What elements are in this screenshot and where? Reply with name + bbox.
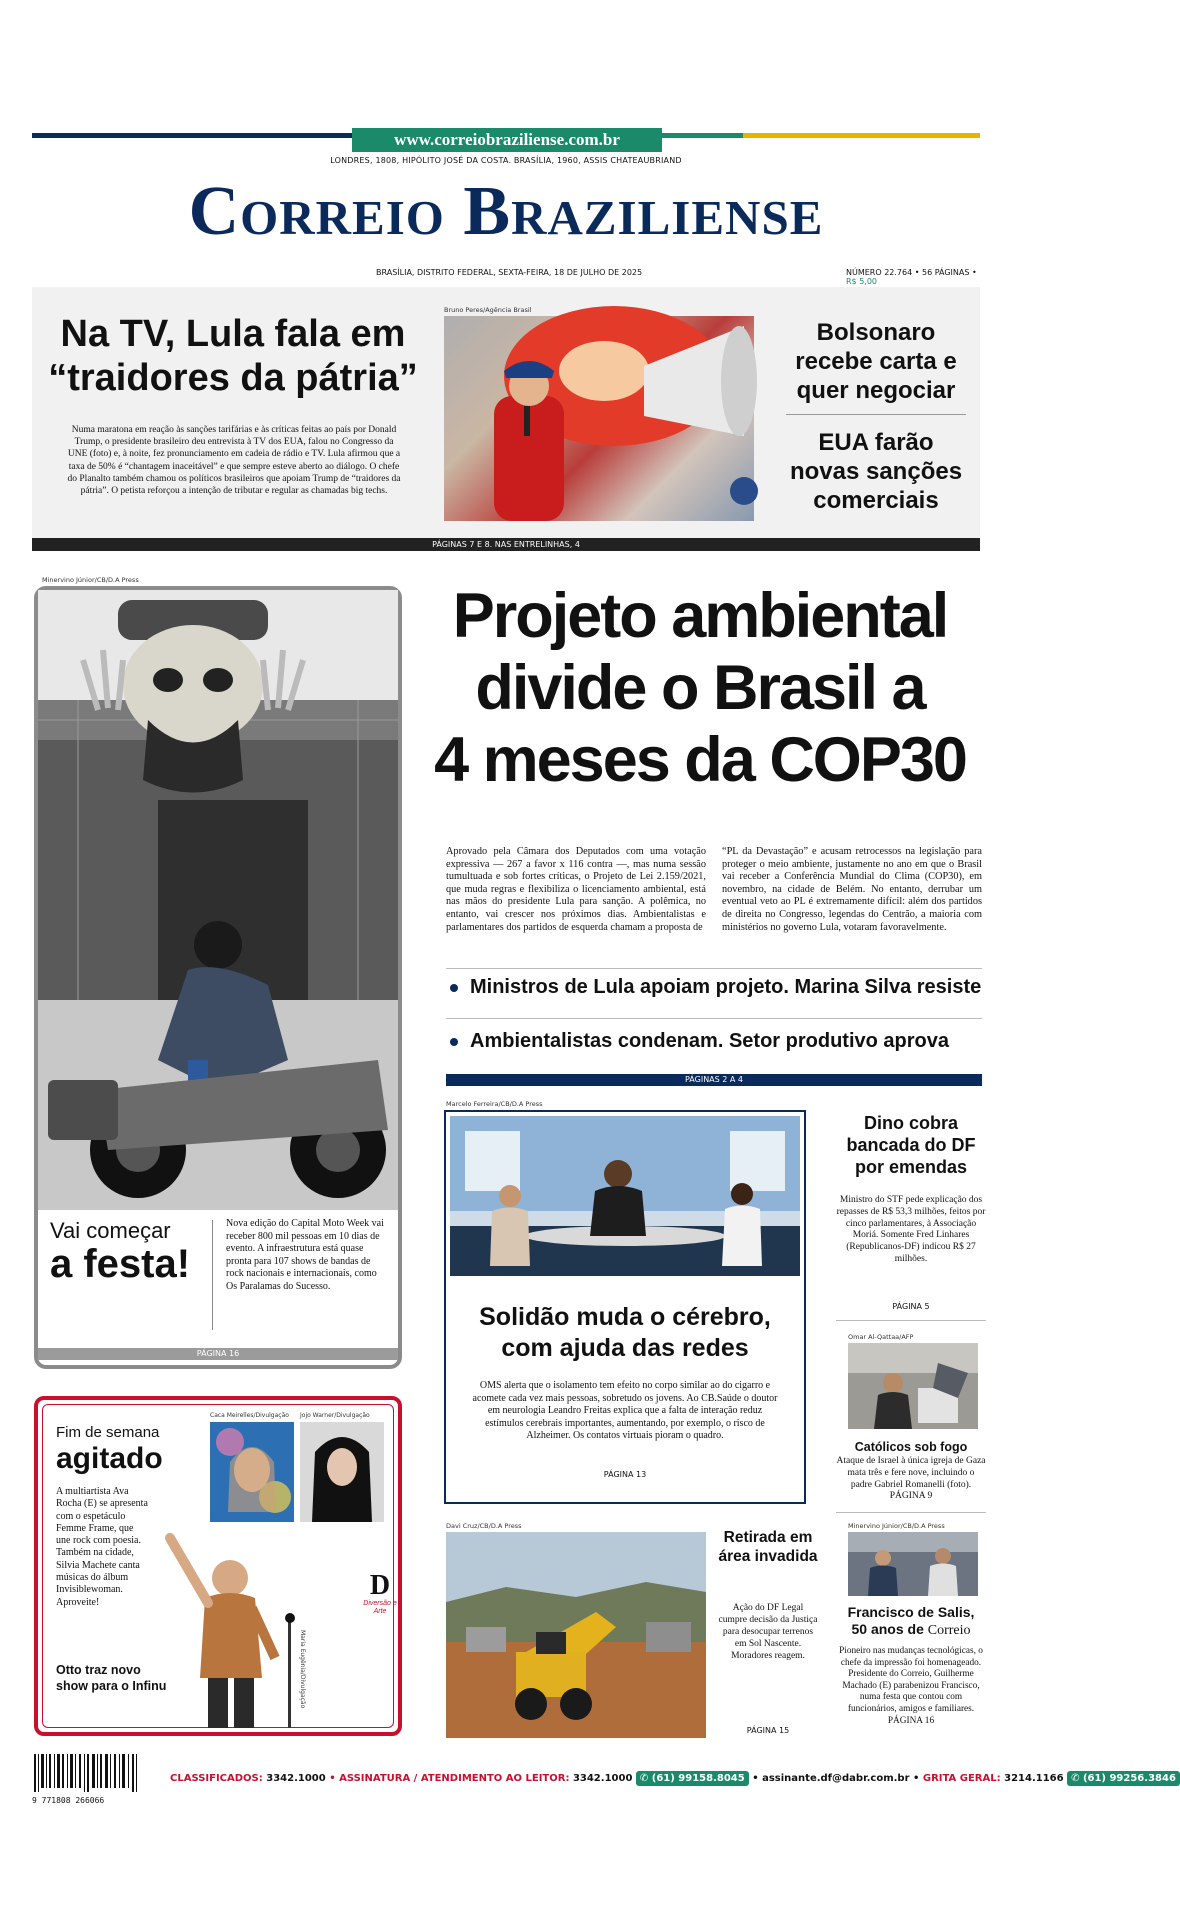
grita-number[interactable]: 3214.1166 — [1004, 1773, 1064, 1784]
solidao-photo-art — [450, 1116, 800, 1276]
retirada-page[interactable]: PÁGINA 15 — [746, 1726, 790, 1735]
fds-credit-3: Maria Eugênia/Divulgação — [299, 1630, 306, 1709]
moto-body: Nova edição do Capital Moto Week vai receber 800 mil pessoas em 10 dias de evento. A infraestrutura está quase pronta para 107 shows de bandas de rock nacionais e internacionais, como Os Paralamas do Sucesso. — [226, 1218, 384, 1292]
whatsapp-number-2: (61) 99256.3846 — [1082, 1773, 1176, 1784]
catolicos-photo-credit: Omar Al-Qattaa/AFP — [848, 1333, 914, 1341]
fds-logo-text: Diversão e Arte — [363, 1600, 397, 1615]
edition-number: NÚMERO 22.764 • 56 PÁGINAS • — [846, 268, 977, 277]
main-pages-bar[interactable]: PÁGINAS 2 A 4 — [446, 1074, 982, 1086]
barcode-bars — [32, 1754, 144, 1792]
classificados-number[interactable]: 3342.1000 — [266, 1773, 326, 1784]
fds-credit-1: Caca Meirelles/Divulgação — [210, 1412, 289, 1419]
salis-headline-line2: 50 anos de — [851, 1621, 924, 1637]
lula-headline[interactable] — [48, 312, 418, 400]
fds-photo-otto-art — [150, 1528, 310, 1728]
fds-headline[interactable]: agitado — [56, 1442, 163, 1475]
solidao-headline-line1: Solidão muda o cérebro, — [479, 1303, 771, 1331]
barcode-number: 9 771808 266066 — [32, 1796, 105, 1805]
salis-headline-brand: Correio — [927, 1623, 971, 1638]
moto-kicker: Vai começar — [50, 1218, 171, 1243]
assinatura-label: • ASSINATURA / ATENDIMENTO AO LEITOR: — [329, 1773, 570, 1784]
lula-photo-art — [444, 316, 754, 521]
main-headline-line2: divide o Brasil a — [475, 653, 925, 723]
lula-photo[interactable] — [444, 316, 754, 521]
solidao-photo-credit: Marcelo Ferreira/CB/D.A Press — [446, 1100, 543, 1108]
lula-headline-line1: Na TV, Lula fala em — [60, 313, 406, 355]
assinatura-number[interactable]: 3342.1000 — [572, 1773, 633, 1784]
main-body-col2: “PL da Devastação” e acusam retrocessos na legislação para proteger o meio ambiente, justamente no ano em que o Brasil vai receber a Conferência Mundial do Clima (COP30), em novembro, na cidade de Belém. No entanto, derrubar um eventual veto ao PL é extremamente difícil: além dos partidos de direita no Congresso, legendas do Centrão, a maioria com ministérios no governo Lula, votaram favoravelmente. — [722, 846, 982, 933]
solidao-photo[interactable] — [450, 1116, 800, 1276]
moto-photo-credit: Minervino Júnior/CB/D.A Press — [42, 576, 139, 584]
whatsapp-icon: ✆ — [1071, 1773, 1080, 1784]
main-headline-line1: Projeto ambiental — [452, 581, 948, 651]
moto-divider — [212, 1220, 213, 1330]
classificados-label: CLASSIFICADOS: — [170, 1773, 263, 1784]
solidao-headline[interactable] — [450, 1302, 800, 1364]
salis-headline-line1: Francisco de Salis, — [847, 1604, 975, 1620]
bullet-item-ministros[interactable] — [450, 976, 986, 999]
masthead[interactable]: Correio Braziliense — [188, 173, 824, 250]
catolicos-divider — [836, 1512, 986, 1513]
bullet-divider-top — [446, 968, 982, 969]
catolicos-body: Ataque de Israel à única igreja de Gaza mata três e fere nove, incluindo o padre Gabriel Romanelli (foto). PÁGINA 9 — [836, 1456, 986, 1502]
founders-line: LONDRES, 1808, HIPÓLITO JOSÉ DA COSTA. BRASÍLIA, 1960, ASSIS CHATEAUBRIAND — [330, 156, 682, 165]
fds-box — [34, 1396, 402, 1736]
fds-photo-silvia-art — [300, 1422, 384, 1522]
fds-kicker: Fim de semana — [56, 1424, 160, 1441]
salis-photo[interactable] — [848, 1532, 978, 1596]
retirada-headline[interactable]: Retirada em área invadida — [718, 1529, 818, 1565]
catolicos-headline[interactable]: Católicos sob fogo — [854, 1440, 968, 1454]
main-headline-line3: 4 meses da COP30 — [434, 725, 966, 795]
catolicos-photo-art — [848, 1343, 978, 1429]
whatsapp-pill-2[interactable] — [1067, 1771, 1180, 1786]
solidao-body: OMS alerta que o isolamento tem efeito no corpo similar ao do cigarro e acomete cada vez mais pessoas, sobretudo os jovens. Ao CB.Saúde o doutor em neurologia Leandro Freitas explica que a falta de interação reduz estímulos cerebrais importantes, aumentando, por exemplo, o risco de Alzheimer. Os contatos virtuais pioram o quadro. — [472, 1380, 778, 1441]
eua-headline[interactable]: EUA farão novas sanções comerciais — [789, 429, 963, 514]
retirada-photo[interactable] — [446, 1532, 706, 1738]
fds-body: A multiartista Ava Rocha (E) se apresenta com o espetáculo Femme Frame, que une rock com poesia. Também na cidade, Silvia Machete canta músicas do álbum Invisiblewoman. Aproveite! — [56, 1486, 148, 1608]
email-link[interactable]: • assinante.df@dabr.com.br • — [752, 1773, 920, 1784]
fds-photo-otto[interactable] — [150, 1528, 310, 1728]
dino-divider — [836, 1320, 986, 1321]
fds-photo-ava-art — [210, 1422, 294, 1522]
fds-credit-2: Jojo Warner/Divulgação — [300, 1412, 370, 1419]
lula-body: Numa maratona em reação às sanções tarifárias e às críticas feitas ao país por Donald Trump, o presidente brasileiro deu entrevista à TV dos EUA, falou no Congresso da UNE (foto) e, à noite, fez pronunciamento em cadeia de rádio e TV. Lula afirmou que a taxa de 50% é “chantagem inaceitável” e que sempre esteve aberto ao diálogo. O chefe do Planalto também chamou os políticos brasileiros que apoiam Trump de “traidores da pátria”. O petista reforçou a intenção de tributar e regular as chamadas big techs. — [67, 425, 401, 497]
dino-body: Ministro do STF pede explicação dos repasses de R$ 53,3 milhões, feitos por cinco parlamentares, à Associação Moriá. Somente Fred Linhares (Republicanos-DF) indicou R$ 27 milhões. — [836, 1195, 986, 1264]
bullet-dot — [450, 1038, 458, 1046]
catolicos-photo[interactable] — [848, 1343, 978, 1429]
dino-page[interactable]: PÁGINA 5 — [892, 1302, 930, 1311]
barcode — [32, 1754, 144, 1804]
bullet-item-ambientalistas[interactable] — [450, 1030, 986, 1053]
moto-photo[interactable] — [38, 590, 398, 1210]
main-body-col1: Aprovado pela Câmara dos Deputados com uma votação expressiva — 267 a favor x 116 contra —, mas numa sessão tumultuada e sob fortes críticas, o Projeto de Lei 2.159/2021, que muda regras e flexibiliza o licenciamento ambiental, está nas mãos do presidente Lula para sanção. A polêmica, no entanto, vai crescer nos próximos dias. Ambientalistas e parlamentares dos partidos de esquerda chamam a proposta de — [446, 846, 706, 933]
fds-teaser[interactable]: Otto traz novo show para o Infinu — [56, 1663, 167, 1693]
solidao-page[interactable]: PÁGINA 13 — [603, 1470, 647, 1479]
top-pages-bar[interactable]: PÁGINAS 7 E 8. NAS ENTRELINHAS, 4 — [32, 538, 980, 551]
salis-photo-art — [848, 1532, 978, 1596]
bullet-divider-mid — [446, 1018, 982, 1019]
lula-photo-credit: Bruno Peres/Agência Brasil — [444, 306, 532, 314]
grita-label: GRITA GERAL: — [922, 1773, 1001, 1784]
dino-headline[interactable]: Dino cobra bancada do DF por emendas — [846, 1113, 976, 1177]
website-url[interactable]: www.correiobraziliense.com.br — [352, 128, 662, 152]
side-divider — [786, 414, 966, 415]
fds-logo[interactable] — [362, 1572, 398, 1616]
price: R$ 5,00 — [846, 277, 878, 286]
moto-headline[interactable]: a festa! — [50, 1242, 191, 1286]
moto-page[interactable]: PÁGINA 16 — [38, 1348, 398, 1360]
bolsonaro-headline[interactable]: Bolsonaro recebe carta e quer negociar — [795, 319, 957, 404]
footer-contacts — [170, 1770, 1176, 1788]
solidao-headline-line2: com ajuda das redes — [501, 1334, 749, 1362]
edition-info — [846, 268, 986, 286]
retirada-photo-credit: Davi Cruz/CB/D.A Press — [446, 1522, 522, 1530]
moto-box — [34, 586, 402, 1369]
fds-logo-letter: D — [369, 1570, 391, 1601]
bullet-ministros-text: Ministros de Lula apoiam projeto. Marina Silva resiste — [470, 976, 982, 998]
lula-headline-line2: “traidores da pátria” — [48, 357, 418, 399]
retirada-body: Ação do DF Legal cumpre decisão da Justiça para desocupar terrenos em Sol Nascente. Moradores reagem. — [718, 1603, 818, 1661]
dateline: BRASÍLIA, DISTRITO FEDERAL, SEXTA-FEIRA, 18 DE JULHO DE 2025 — [376, 268, 643, 277]
fds-photo-silvia[interactable] — [300, 1422, 384, 1522]
whatsapp-icon: ✆ — [639, 1773, 649, 1784]
salis-photo-credit: Minervino Júnior/CB/D.A Press — [848, 1522, 945, 1530]
salis-body: Pioneiro nas mudanças tecnológicas, o chefe da impressão foi homenageado. Presidente do Correio, Guilherme Machado (E) parabenizou Francisco, numa festa que contou com funcionários, amigos e familiares. PÁGINA 16 — [839, 1646, 983, 1726]
fds-photo-ava[interactable] — [210, 1422, 294, 1522]
bullet-dot — [450, 984, 458, 992]
salis-headline[interactable] — [836, 1604, 986, 1639]
main-headline[interactable] — [430, 580, 970, 796]
retirada-photo-art — [446, 1532, 706, 1738]
whatsapp-number-1: (61) 99158.8045 — [651, 1773, 745, 1784]
whatsapp-pill-1[interactable] — [636, 1771, 749, 1786]
bullet-ambientalistas-text: Ambientalistas condenam. Setor produtivo aprova — [470, 1030, 949, 1052]
